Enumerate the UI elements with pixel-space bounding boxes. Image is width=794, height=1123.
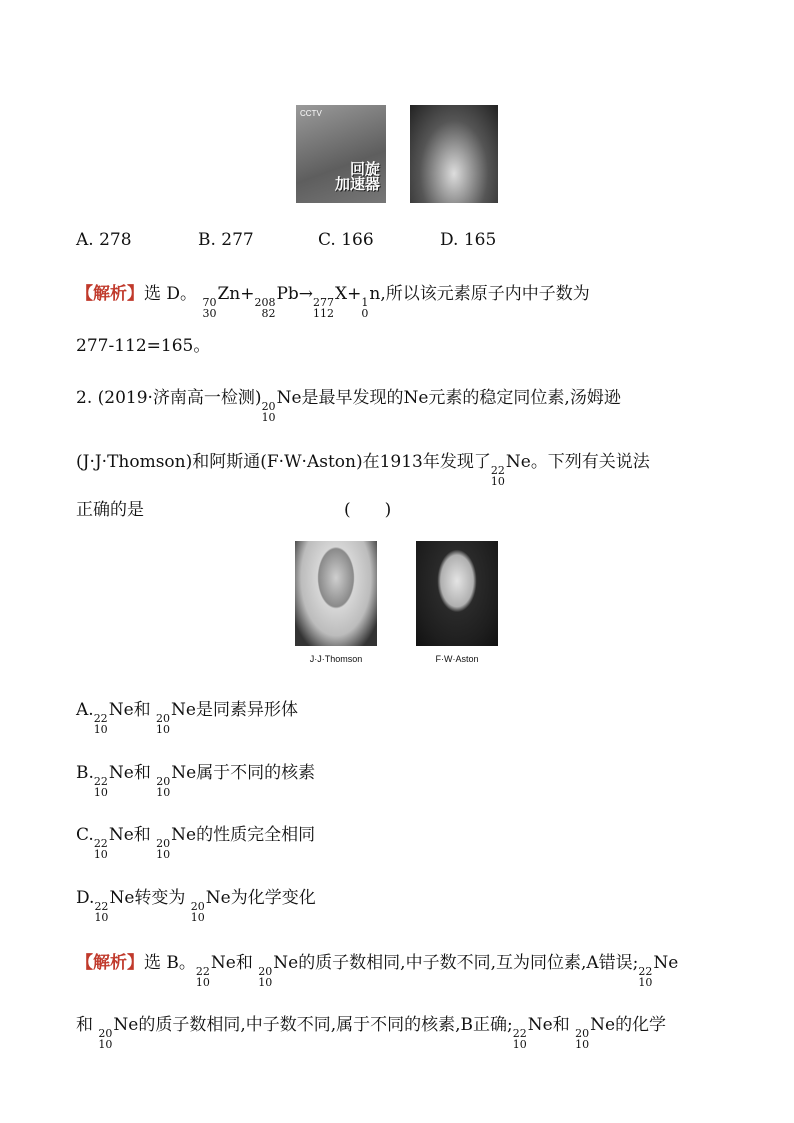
cyclotron-overlay-text: 回旋 加速器 (334, 159, 380, 194)
cctv-logo: CCTV (300, 109, 322, 118)
caption-thomson: J·J·Thomson (309, 654, 363, 664)
analysis-tag: 【解析】 (76, 284, 144, 304)
option-d: D. 165 (440, 230, 497, 250)
q2-option-c: C. 22 10 Ne和 20 10 Ne的性质完全相同 (76, 825, 316, 861)
cyclotron-photo (296, 105, 386, 203)
answer-blank: ( ) (344, 500, 392, 520)
q1-analysis-line1: 【解析】选 D。 70 30 Zn+ 208 82 Pb→ 277 112 X+ 1 0 n,所以该元素原子内中子数为 (76, 284, 590, 320)
q2-analysis-line1: 【解析】选 B。 22 10 Ne和 20 10 Ne的质子数相同,中子数不同,互为同位素,A错误; 22 10 Ne (76, 953, 679, 989)
aston-portrait (416, 541, 498, 646)
option-a: A. 278 (76, 230, 132, 250)
q2-stem-line1: 2. (2019·济南高一检测) 20 10 Ne是最早发现的Ne元素的稳定同位素,汤姆逊 (76, 388, 621, 424)
caption-aston: F·W·Aston (435, 654, 479, 664)
q1-analysis-line2: 277-112=165。 (76, 336, 211, 356)
q2-stem-line2: (J·J·Thomson)和阿斯通(F·W·Aston)在1913年发现了 22 10 Ne。下列有关说法 (76, 452, 650, 488)
q2-option-b: B. 22 10 Ne和 20 10 Ne属于不同的核素 (76, 763, 316, 799)
q2-stem-line3: 正确的是 ( ) (76, 500, 392, 520)
isotope-ne22: 22 10 Ne (490, 452, 531, 488)
option-c: C. 166 (318, 230, 374, 250)
thomson-portrait (295, 541, 377, 646)
isotope-zn: 70 30 Zn (202, 284, 241, 320)
analysis-tag: 【解析】 (76, 953, 144, 973)
isotope-ne20: 20 10 Ne (261, 388, 302, 424)
isotope-x: 277 112 X (313, 284, 348, 320)
neutron: 1 0 n (361, 284, 381, 320)
option-b: B. 277 (198, 230, 254, 250)
q2-analysis-line2: 和 20 10 Ne的质子数相同,中子数不同,属于不同的核素,B正确; 22 10 Ne和 20 10 Ne的化学 (76, 1015, 667, 1051)
q2-option-a: A. 22 10 Ne和 20 10 Ne是同素异形体 (76, 700, 298, 736)
isotope-pb: 208 82 Pb (254, 284, 299, 320)
q2-option-d: D. 22 10 Ne转变为 20 10 Ne为化学变化 (76, 888, 316, 924)
accelerator-tunnel-photo (410, 105, 498, 203)
